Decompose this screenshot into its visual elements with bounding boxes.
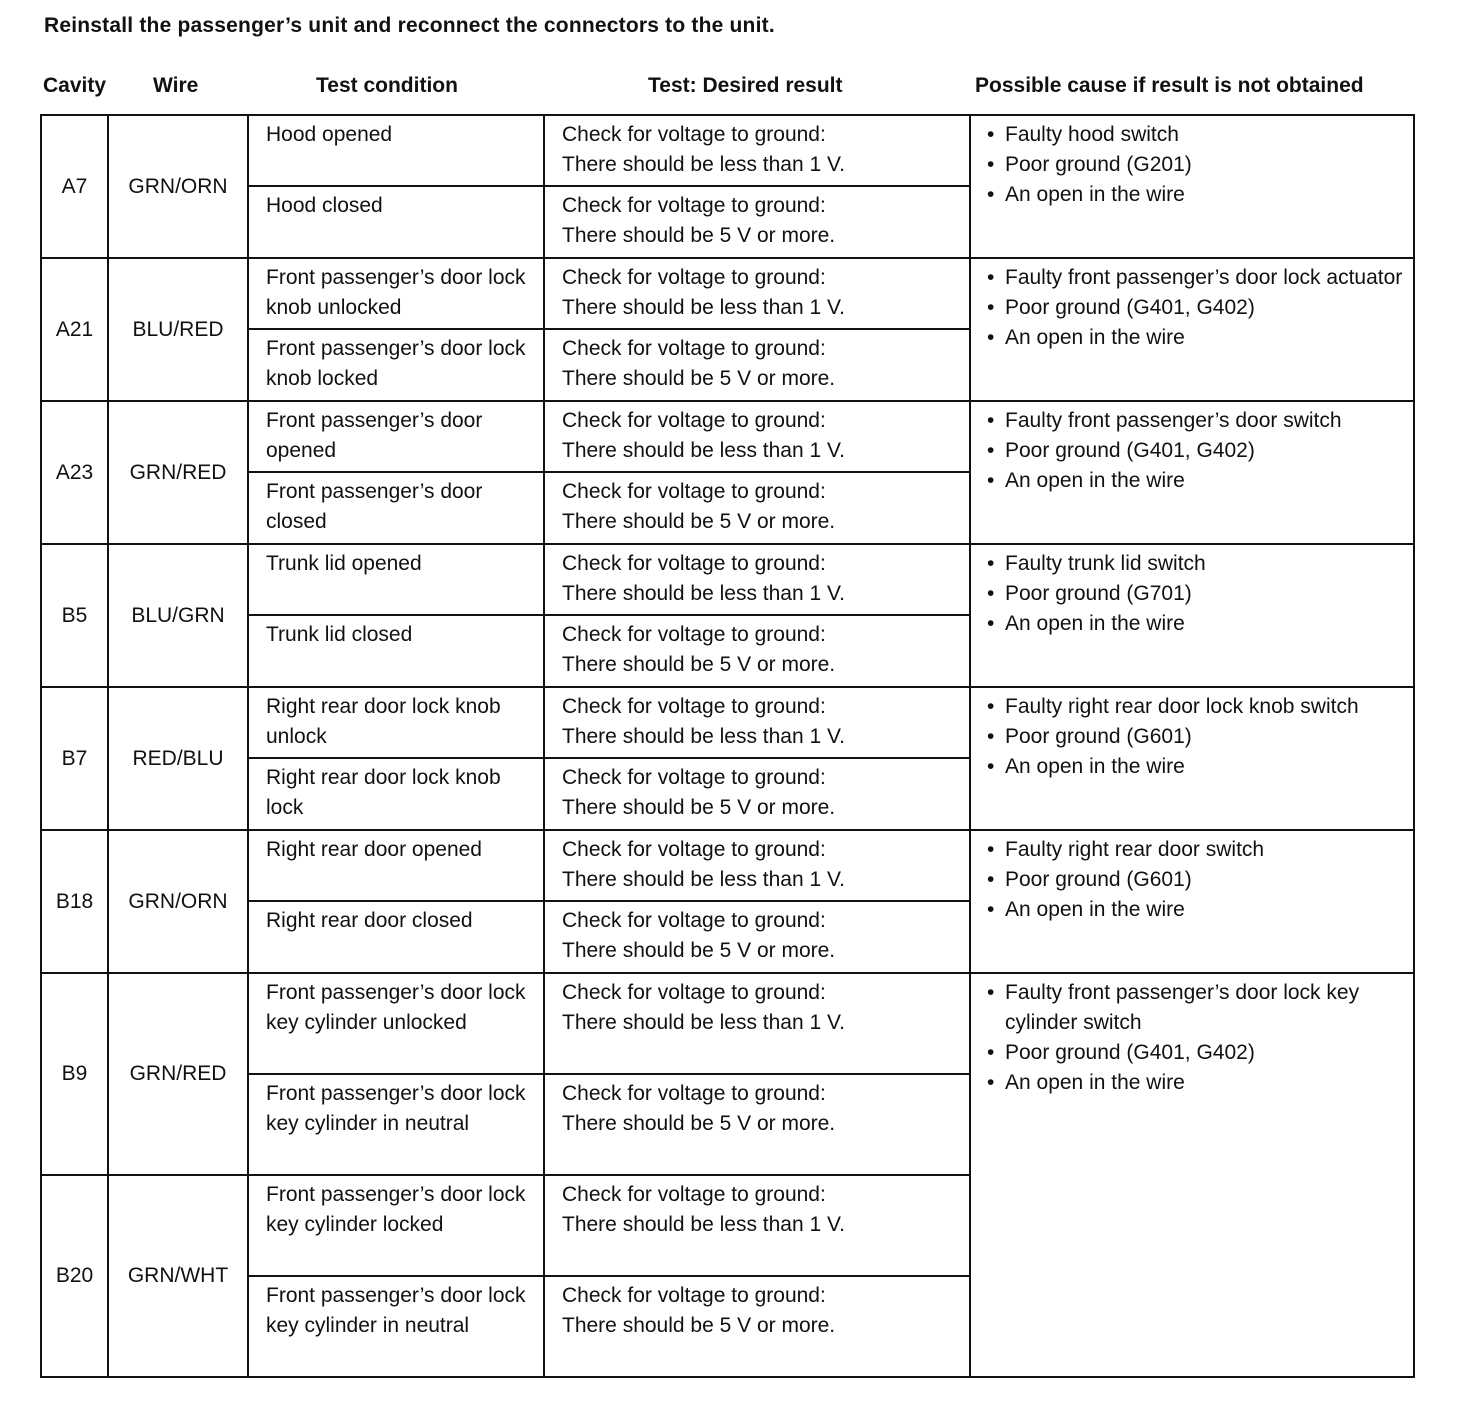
desired-result-cell [544,186,970,258]
result-check-text: Check for voltage to ground: [562,1284,826,1307]
result-check-text: Check for voltage to ground: [562,766,826,789]
possible-cause-cell [970,687,1414,830]
cause-item: • An open in the wire [987,180,1405,210]
result-check-text: Check for voltage to ground: [562,337,826,360]
desired-result-cell [544,472,970,544]
cause-item: • Poor ground (G201) [987,150,1405,180]
table-row [41,401,1414,472]
result-expected-text: There should be 5 V or more. [562,796,836,819]
desired-result-cell [544,1175,970,1276]
test-condition-cell: Trunk lid closed [248,615,544,687]
possible-cause-cell [970,115,1414,258]
wire-cell: GRN/ORN [108,115,248,258]
instruction-text: Reinstall the passenger’s unit and reconnect the connectors to the unit. [44,14,775,37]
result-check-text: Check for voltage to ground: [562,552,826,575]
table-row [41,544,1414,615]
cavity-cell: A23 [41,401,108,544]
desired-result-cell [544,973,970,1074]
cause-item: • Poor ground (G701) [987,579,1405,609]
cause-item: • An open in the wire [987,323,1405,353]
cause-item: • Poor ground (G401, G402) [987,293,1405,323]
result-check-text: Check for voltage to ground: [562,1082,826,1105]
cause-list [987,692,1405,782]
cavity-cell: B9 [41,973,108,1175]
possible-cause-cell [970,258,1414,401]
desired-result-cell [544,615,970,687]
header-possible-cause: Possible cause if result is not obtained [975,74,1364,97]
cause-item: • An open in the wire [987,466,1405,496]
cause-item: • Faulty front passenger’s door switch [987,406,1405,436]
result-expected-text: There should be less than 1 V. [562,868,845,891]
test-condition-cell: Right rear door opened [248,830,544,901]
table-row [41,973,1414,1074]
test-condition-cell: Front passenger’s door lock key cylinder in neutral [248,1276,544,1377]
result-check-text: Check for voltage to ground: [562,266,826,289]
result-check-text: Check for voltage to ground: [562,623,826,646]
result-expected-text: There should be 5 V or more. [562,1112,836,1135]
result-expected-text: There should be less than 1 V. [562,439,845,462]
test-condition-cell: Trunk lid opened [248,544,544,615]
desired-result-cell [544,401,970,472]
result-check-text: Check for voltage to ground: [562,1183,826,1206]
result-check-text: Check for voltage to ground: [562,480,826,503]
wire-cell: BLU/GRN [108,544,248,687]
cause-list [987,263,1405,353]
result-expected-text: There should be 5 V or more. [562,939,836,962]
test-condition-cell: Right rear door closed [248,901,544,973]
cause-item: • An open in the wire [987,609,1405,639]
cause-list [987,120,1405,210]
cause-item: • Poor ground (G601) [987,722,1405,752]
cause-list [987,835,1405,925]
desired-result-cell [544,115,970,186]
header-test-condition: Test condition [316,74,458,97]
result-check-text: Check for voltage to ground: [562,981,826,1004]
cause-item: • An open in the wire [987,752,1405,782]
cavity-cell: B20 [41,1175,108,1377]
table-row [41,258,1414,329]
possible-cause-cell [970,544,1414,687]
result-check-text: Check for voltage to ground: [562,194,826,217]
result-expected-text: There should be 5 V or more. [562,224,836,247]
cause-item: • Faulty right rear door switch [987,835,1405,865]
table-row [41,687,1414,758]
result-expected-text: There should be less than 1 V. [562,296,845,319]
test-condition-cell: Front passenger’s door lock key cylinder unlocked [248,973,544,1074]
cavity-cell: A7 [41,115,108,258]
result-check-text: Check for voltage to ground: [562,695,826,718]
cause-item: • Faulty front passenger’s door lock actuator [987,263,1405,293]
wire-cell: BLU/RED [108,258,248,401]
cavity-cell: B5 [41,544,108,687]
result-check-text: Check for voltage to ground: [562,123,826,146]
test-condition-cell: Front passenger’s door lock key cylinder in neutral [248,1074,544,1175]
result-expected-text: There should be 5 V or more. [562,653,836,676]
header-desired-result: Test: Desired result [648,74,843,97]
test-condition-cell: Front passenger’s door lock knob locked [248,329,544,401]
result-expected-text: There should be less than 1 V. [562,1011,845,1034]
wire-cell: GRN/RED [108,973,248,1175]
desired-result-cell [544,329,970,401]
test-condition-cell: Right rear door lock knob unlock [248,687,544,758]
result-expected-text: There should be less than 1 V. [562,582,845,605]
test-table [40,114,1415,1378]
test-condition-cell: Front passenger’s door lock knob unlocked [248,258,544,329]
cause-item: • Poor ground (G401, G402) [987,436,1405,466]
cavity-cell: B18 [41,830,108,973]
cause-list [987,549,1405,639]
result-expected-text: There should be less than 1 V. [562,1213,845,1236]
result-check-text: Check for voltage to ground: [562,909,826,932]
result-expected-text: There should be less than 1 V. [562,153,845,176]
desired-result-cell [544,258,970,329]
cause-item: • Faulty front passenger’s door lock key cylinder switch [987,978,1405,1038]
desired-result-cell [544,687,970,758]
cause-item: • Poor ground (G401, G402) [987,1038,1405,1068]
test-condition-cell: Hood opened [248,115,544,186]
cavity-cell: A21 [41,258,108,401]
wire-cell: GRN/RED [108,401,248,544]
cause-item: • Faulty trunk lid switch [987,549,1405,579]
desired-result-cell [544,544,970,615]
result-expected-text: There should be less than 1 V. [562,725,845,748]
result-expected-text: There should be 5 V or more. [562,1314,836,1337]
test-condition-cell: Hood closed [248,186,544,258]
result-expected-text: There should be 5 V or more. [562,510,836,533]
desired-result-cell [544,1276,970,1377]
desired-result-cell [544,758,970,830]
header-wire: Wire [153,74,199,97]
test-condition-cell: Front passenger’s door opened [248,401,544,472]
test-condition-cell: Front passenger’s door closed [248,472,544,544]
cause-item: • Faulty right rear door lock knob switch [987,692,1405,722]
cavity-cell: B7 [41,687,108,830]
desired-result-cell [544,1074,970,1175]
test-condition-cell: Front passenger’s door lock key cylinder locked [248,1175,544,1276]
wire-cell: GRN/ORN [108,830,248,973]
table-row [41,830,1414,901]
cause-list [987,406,1405,496]
result-check-text: Check for voltage to ground: [562,409,826,432]
wire-cell: RED/BLU [108,687,248,830]
test-condition-cell: Right rear door lock knob lock [248,758,544,830]
cause-item: • An open in the wire [987,1068,1405,1098]
table-row [41,115,1414,186]
cause-item: • An open in the wire [987,895,1405,925]
result-expected-text: There should be 5 V or more. [562,367,836,390]
possible-cause-cell [970,830,1414,973]
cause-list [987,978,1405,1098]
desired-result-cell [544,901,970,973]
possible-cause-cell [970,973,1414,1377]
cause-item: • Faulty hood switch [987,120,1405,150]
wire-cell: GRN/WHT [108,1175,248,1377]
header-cavity: Cavity [43,74,107,97]
cause-item: • Poor ground (G601) [987,865,1405,895]
result-check-text: Check for voltage to ground: [562,838,826,861]
desired-result-cell [544,830,970,901]
possible-cause-cell [970,401,1414,544]
